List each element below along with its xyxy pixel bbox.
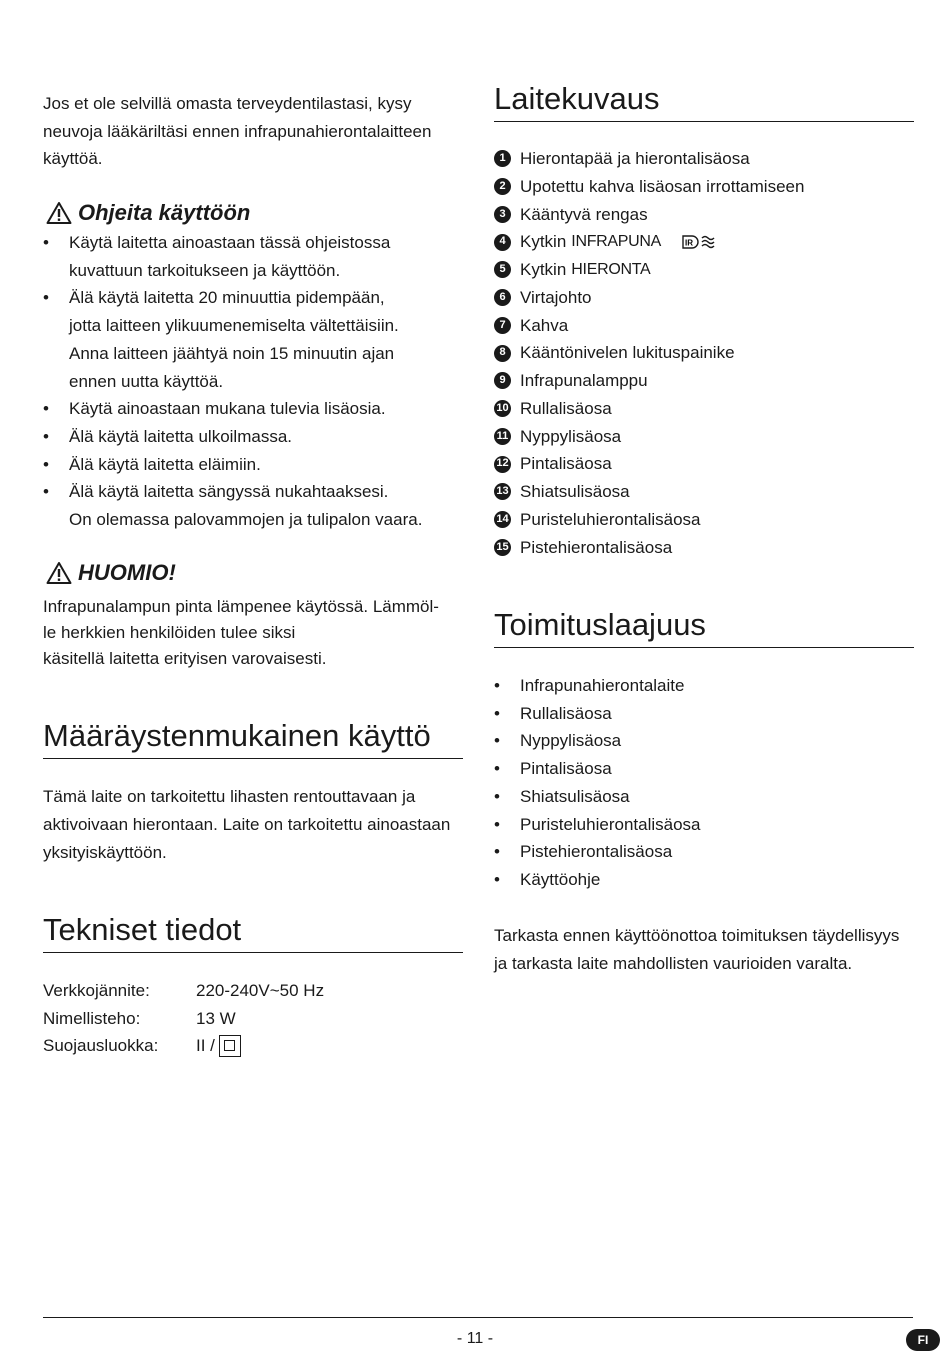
part-item [494, 395, 914, 423]
instruction-item [43, 284, 463, 395]
scope-list [494, 672, 914, 894]
instructions-title [46, 199, 250, 227]
part-switch-name: INFRAPUNA [571, 233, 662, 251]
part-number-badge: 8 [494, 345, 511, 362]
scope-item-label: Nyppylisäosa [520, 731, 622, 751]
part-number-badge: 2 [494, 178, 511, 195]
bullet-icon: • [43, 399, 49, 419]
part-label: Pistehierontalisäosa [520, 537, 673, 557]
bullet-icon: • [494, 842, 500, 862]
instruction-line: ennen uutta käyttöä. [69, 371, 224, 391]
bullet-icon: • [494, 676, 500, 695]
part-label: Kääntönivelen lukituspainike [520, 343, 735, 363]
part-item [494, 478, 914, 506]
part-number-badge: 1 [494, 150, 511, 167]
part-label: Kytkin [520, 232, 567, 252]
part-number-badge: 7 [494, 317, 511, 334]
instructions-heading: Ohjeita käyttöön [78, 200, 251, 225]
scope-note-line: ja tarkasta laite mahdollisten vaurioiden varalta. [494, 954, 853, 973]
spec-label: Nimellisteho: [43, 1008, 141, 1028]
bullet-icon: • [43, 288, 49, 308]
instruction-line: jotta laitteen ylikuumenemiselta vältettäisiin. [69, 316, 399, 336]
warning-icon [46, 561, 72, 585]
spec-label: Verkkojännite: [43, 981, 150, 1000]
instruction-line: Älä käytä laitetta ulkoilmassa. [69, 426, 292, 446]
language-badge: FI [906, 1329, 940, 1351]
scope-item-label: Puristeluhierontalisäosa [520, 814, 701, 834]
spec-row [43, 977, 324, 1005]
scope-item-label: Pintalisäosa [520, 759, 612, 779]
part-label: Kytkin [520, 260, 567, 279]
scope-item-label: Pistehierontalisäosa [520, 842, 673, 862]
part-number-badge: 6 [494, 289, 511, 306]
part-number-badge: 10 [494, 400, 511, 417]
scope-item-label: Käyttöohje [520, 869, 601, 889]
caution-line: le herkkien henkilöiden tulee siksi [43, 623, 296, 642]
part-label: Shiatsulisäosa [520, 482, 630, 501]
part-item [494, 145, 914, 173]
infrared-symbol-label: IR [685, 238, 694, 248]
instruction-line: kuvattuun tarkoitukseen ja käyttöön. [69, 260, 341, 280]
scope-item [494, 727, 914, 755]
scope-note [494, 922, 919, 978]
instruction-line: Älä käytä laitetta sängyssä nukahtaaksesi. [69, 482, 389, 502]
specs-heading: Tekniset tiedot [43, 910, 463, 953]
footer-divider [43, 1317, 913, 1318]
part-item [494, 228, 914, 256]
spec-row [43, 1005, 324, 1033]
spec-value: II / [196, 1036, 215, 1055]
scope-item [494, 811, 914, 839]
part-label: Upotettu kahva lisäosan irrottamiseen [520, 176, 805, 196]
instruction-item [43, 451, 463, 479]
scope-item [494, 866, 914, 894]
instruction-item [43, 423, 463, 451]
caution-text [43, 594, 468, 672]
part-number-badge: 3 [494, 206, 511, 223]
intended-use-text [43, 783, 468, 867]
part-number-badge: 13 [494, 483, 511, 500]
caution-heading: HUOMIO! [78, 560, 176, 585]
scope-item [494, 755, 914, 783]
instruction-line: Älä käytä laitetta eläimiin. [69, 454, 261, 474]
part-label: Kahva [520, 315, 569, 335]
caution-title [46, 559, 176, 587]
part-number-badge: 11 [494, 428, 511, 445]
instruction-line: Käytä laitetta ainoastaan tässä ohjeistossa [69, 233, 391, 252]
part-number-badge: 14 [494, 511, 511, 528]
scope-note-line: Tarkasta ennen käyttöönottoa toimituksen täydellisyys [494, 926, 900, 945]
spec-value-wrap [196, 1032, 241, 1060]
part-number-badge: 4 [494, 234, 511, 251]
instruction-item [43, 229, 463, 284]
part-label: Rullalisäosa [520, 398, 612, 418]
scope-item [494, 838, 914, 866]
scope-item [494, 672, 914, 700]
part-item [494, 506, 914, 534]
infrared-symbol [679, 233, 719, 251]
scope-item [494, 700, 914, 728]
spec-value: 13 W [196, 1008, 236, 1028]
part-item [494, 423, 914, 451]
part-label: Infrapunalamppu [520, 371, 648, 390]
instructions-list [43, 229, 463, 534]
parts-list [494, 145, 914, 561]
caution-line: Infrapunalampun pinta lämpenee käytössä. Lämmöl- [43, 597, 439, 616]
part-label: Puristeluhierontalisäosa [520, 509, 701, 529]
instruction-line: Anna laitteen jäähtyä noin 15 minuutin ajan [69, 343, 395, 363]
scope-item-label: Rullalisäosa [520, 703, 612, 723]
part-item [494, 173, 914, 201]
infrared-icon [679, 233, 719, 251]
bullet-icon: • [494, 759, 500, 779]
scope-item-label: Shiatsulisäosa [520, 786, 630, 806]
part-label: Virtajohto [520, 287, 592, 307]
part-item [494, 450, 914, 478]
instruction-item [43, 395, 463, 423]
spec-row [43, 1032, 324, 1060]
description-heading: Laitekuvaus [494, 79, 914, 122]
part-label: Nyppylisäosa [520, 426, 622, 446]
bullet-icon: • [494, 869, 500, 889]
part-item [494, 312, 914, 340]
intro-text [43, 90, 463, 173]
bullet-icon: • [494, 786, 500, 806]
part-number-badge: 9 [494, 372, 511, 389]
warning-icon [46, 201, 72, 225]
bullet-icon: • [43, 233, 49, 252]
page-number: - 11 - [456, 1330, 494, 1347]
part-item [494, 367, 914, 395]
intended-use-heading: Määräystenmukainen käyttö [43, 716, 463, 759]
instruction-item [43, 478, 463, 533]
bullet-icon: • [494, 703, 500, 723]
bullet-icon: • [43, 426, 49, 446]
intro-paragraph: Jos et ole selvillä omasta terveydentilastasi, kysy neuvoja lääkäriltäsi ennen infrapunahierontalaitteen käyttöä. [43, 94, 432, 168]
part-item [494, 339, 914, 367]
part-item [494, 284, 914, 312]
scope-heading: Toimituslaajuus [494, 605, 914, 648]
specs-table [43, 977, 324, 1060]
intended-use-line: aktivoivaan hierontaan. Laite on tarkoitettu ainoastaan [43, 815, 451, 834]
part-item [494, 256, 914, 284]
part-label: Pintalisäosa [520, 454, 612, 474]
part-item [494, 201, 914, 229]
caution-line: käsitellä laitetta erityisen varovaisesti. [43, 649, 327, 668]
spec-label: Suojausluokka: [43, 1036, 159, 1055]
scope-item-label: Infrapunahierontalaite [520, 676, 685, 695]
part-label: Kääntyvä rengas [520, 204, 648, 224]
part-switch-name: HIERONTA [571, 261, 651, 278]
part-number-badge: 12 [494, 456, 511, 473]
scope-item [494, 783, 914, 811]
bullet-icon: • [494, 814, 500, 834]
part-number-badge: 15 [494, 539, 511, 556]
bullet-icon: • [494, 731, 500, 751]
instruction-line: Älä käytä laitetta 20 minuuttia pidempään, [69, 288, 385, 308]
instruction-line: Käytä ainoastaan mukana tulevia lisäosia. [69, 399, 386, 419]
instruction-line: On olemassa palovammojen ja tulipalon vaara. [69, 510, 423, 530]
protection-class-ii-icon [219, 1035, 241, 1057]
part-label: Hierontapää ja hierontalisäosa [520, 149, 750, 168]
bullet-icon: • [43, 454, 49, 474]
part-item [494, 534, 914, 562]
intended-use-line: Tämä laite on tarkoitettu lihasten rentouttavaan ja [43, 787, 416, 806]
bullet-icon: • [43, 482, 49, 502]
part-number-badge: 5 [494, 261, 511, 278]
spec-value: 220-240V~50 Hz [196, 981, 325, 1000]
intended-use-line: yksityiskäyttöön. [43, 843, 167, 862]
